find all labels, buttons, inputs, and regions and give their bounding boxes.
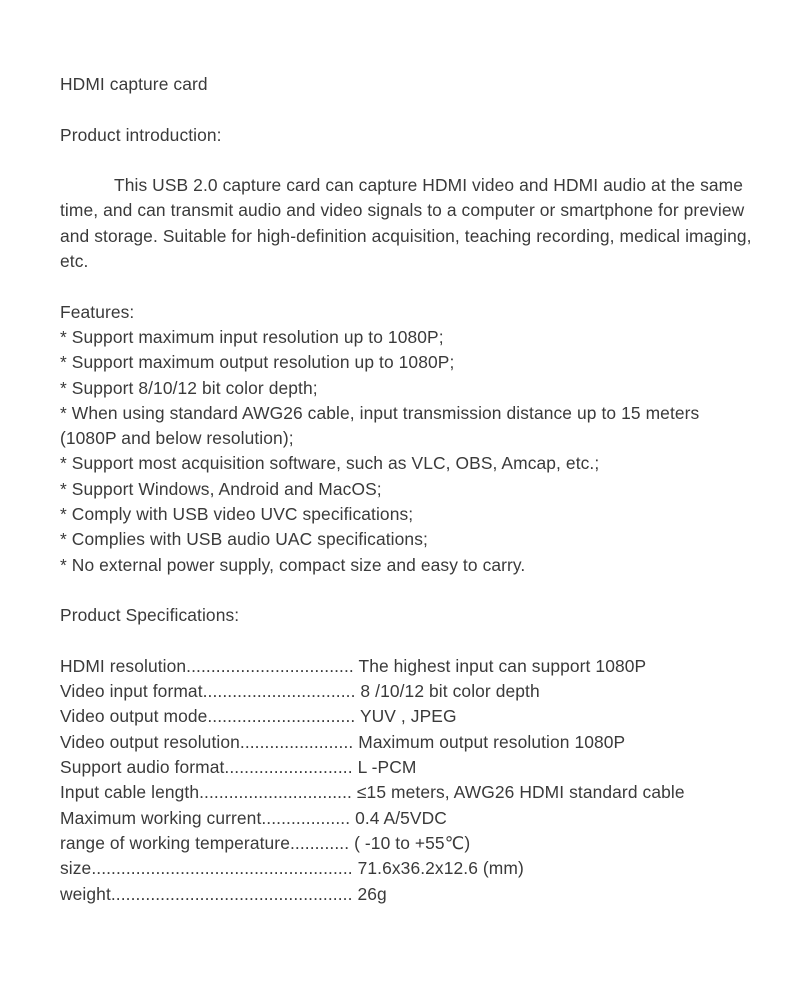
spec-row: Support audio format.......................... L -PCM	[60, 757, 417, 778]
spec-row: Video input format............................... 8 /10/12 bit color depth	[60, 681, 540, 702]
feature-item: * Support maximum input resolution up to 1080P;	[60, 326, 444, 347]
spacer	[60, 148, 760, 173]
spec-row: Video output mode.............................. YUV , JPEG	[60, 706, 457, 727]
feature-item: * Support most acquisition software, such as VLC, OBS, Amcap, etc.;	[60, 453, 600, 474]
feature-item: * Complies with USB audio UAC specifications;	[60, 529, 428, 550]
spec-row: range of working temperature............ ( -10 to +55℃)	[60, 832, 471, 853]
intro-paragraph: This USB 2.0 capture card can capture HDMI video and HDMI audio at the same time, and can transmit audio and video signals to a computer or smartphone for preview and storage. Suitable for high-definition acquisition, teaching recording, medical imaging, etc.	[60, 175, 752, 272]
feature-item: * Comply with USB video UVC specifications;	[60, 504, 414, 525]
document-body	[60, 72, 760, 907]
spec-row: Video output resolution....................... Maximum output resolution 1080P	[60, 731, 626, 752]
document-title: HDMI capture card	[60, 74, 208, 94]
feature-item: * Support Windows, Android and MacOS;	[60, 478, 382, 499]
spec-row: Maximum working current.................. 0.4 A/5VDC	[60, 807, 447, 828]
feature-item: * Support 8/10/12 bit color depth;	[60, 377, 318, 398]
spec-row: HDMI resolution.................................. The highest input can support 1080P	[60, 655, 647, 676]
features-heading: Features:	[60, 301, 135, 322]
feature-item: * No external power supply, compact size and easy to carry.	[60, 554, 526, 575]
feature-item: * When using standard AWG26 cable, input transmission distance up to 15 meters (1080P and below resolution);	[60, 402, 700, 449]
spacer	[60, 97, 760, 122]
spacer	[60, 274, 760, 299]
spec-row: Input cable length............................... ≤15 meters, AWG26 HDMI standard cable	[60, 782, 685, 803]
feature-item: * Support maximum output resolution up to 1080P;	[60, 352, 455, 373]
spec-row: weight................................................. 26g	[60, 883, 387, 904]
intro-heading: Product introduction:	[60, 124, 222, 145]
spacer	[60, 629, 760, 654]
spacer	[60, 578, 760, 603]
spec-row: size..................................................... 71.6x36.2x12.6 (mm)	[60, 858, 524, 879]
specs-heading: Product Specifications:	[60, 605, 240, 626]
